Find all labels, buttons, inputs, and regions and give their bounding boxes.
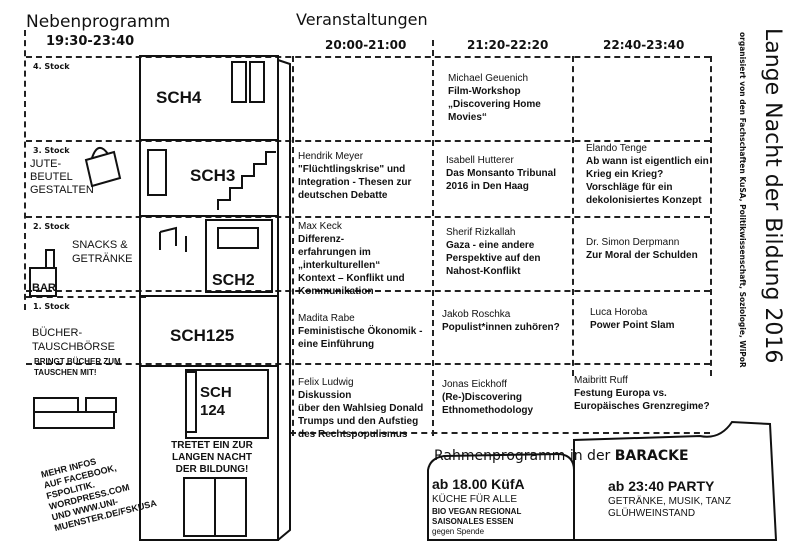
room-sch2: SCH2 <box>212 272 255 289</box>
welcome-text: TRETET EIN ZUR LANGEN NACHT DER BILDUNG! <box>171 440 253 475</box>
kufa-time: ab 18.00 KüfA <box>432 476 525 492</box>
event-r3c3 <box>586 142 709 207</box>
frame-heading <box>434 448 689 464</box>
event-r0c1 <box>298 376 423 441</box>
event-r0c3 <box>574 374 710 413</box>
event-title: Zur Moral der Schulden <box>586 250 698 261</box>
frame-heading-pre: Rahmenprogramm in der <box>434 448 615 464</box>
event-speaker: Hendrik Meyer <box>298 151 364 162</box>
event-banner-title: Lange Nacht der Bildung 2016 <box>760 28 785 364</box>
party-time: ab 23:40 PARTY <box>608 478 715 494</box>
kufa-sub1: KÜCHE FÜR ALLE <box>432 494 518 505</box>
event-r1c1 <box>298 312 422 351</box>
event-title: Diskussion über den Wahlsieg Donald Trumps und den Aufstieg des Rechtspopulismus <box>298 390 424 440</box>
event-speaker: Jakob Roschka <box>442 309 511 320</box>
slot-2: 21:20-22:20 <box>467 38 549 52</box>
event-r3c2 <box>446 154 556 193</box>
kufa-sub2: BIO VEGAN REGIONAL SAISONALES ESSEN <box>432 507 522 526</box>
room-sch125: SCH125 <box>170 326 235 345</box>
event-r1c2 <box>442 308 560 334</box>
events-title: Veranstaltungen <box>296 10 428 29</box>
books-title: BÜCHER- TAUSCHBÖRSE <box>32 327 115 353</box>
room-sch4: SCH4 <box>156 88 202 107</box>
event-title: Festung Europa vs. Europäisches Grenzregime? <box>574 388 710 412</box>
event-title: Das Monsanto Tribunal 2016 in Den Haag <box>446 168 557 192</box>
event-title: Gaza - eine andere Perspektive auf den Nahost-Konflikt <box>446 240 541 277</box>
bar-text: BAR <box>32 282 56 294</box>
event-speaker: Max Keck <box>298 221 342 232</box>
side-program-time: 19:30-23:40 <box>46 34 135 49</box>
kufa-sub3: gegen Spende <box>432 527 485 536</box>
event-r3c1 <box>298 150 411 202</box>
floor-2-label: 2. Stock <box>33 222 70 231</box>
floor-1-label: 1. Stock <box>33 302 70 311</box>
event-speaker: Felix Ludwig <box>298 377 354 388</box>
event-speaker: Madita Rabe <box>298 313 355 324</box>
event-title: Ab wann ist eigentlich ein Krieg ein Krieg? Vorschläge für ein dekolonisiertes Konzept <box>586 156 709 206</box>
event-title: (Re-)Discovering Ethnomethodology <box>442 392 534 416</box>
snacks-text: SNACKS & GETRÄNKE <box>72 239 133 265</box>
event-speaker: Isabell Hutterer <box>446 155 514 166</box>
jute-bag-text: JUTE- BEUTEL GESTALTEN <box>30 158 94 196</box>
event-r2c2 <box>446 226 540 278</box>
event-speaker: Sherif Rizkallah <box>446 227 516 238</box>
event-r1c3 <box>590 306 674 332</box>
event-speaker: Dr. Simon Derpmann <box>586 237 680 248</box>
event-title: Feministische Ökonomik - eine Einführung <box>298 326 423 350</box>
event-speaker: Maibritt Ruff <box>574 375 628 386</box>
frame-heading-bold: BARACKE <box>614 448 689 464</box>
event-speaker: Luca Horoba <box>590 307 648 318</box>
room-sch124: SCH 124 <box>200 384 232 419</box>
event-title: Differenz- erfahrungen im „interkulturellen“ Kontext – Konflikt und Kommunikation <box>298 234 405 297</box>
event-title: Populist*innen zuhören? <box>442 322 560 333</box>
more-info-text: MEHR INFOS AUF FACEBOOK, FSPOLITIK. WORDPRESS.COM UND WWW.UNI- MUENSTER.DE/FSKUSA <box>40 456 158 534</box>
party-sub: GETRÄNKE, MUSIK, TANZ GLÜHWEINSTAND <box>608 496 731 519</box>
side-program-title: Nebenprogramm <box>26 12 171 32</box>
event-title: Film-Workshop „Discovering Home Movies“ <box>448 86 541 123</box>
books-subtitle: BRINGT BÜCHER ZUM TAUSCHEN MIT! <box>34 357 121 377</box>
floor-4-label: 4. Stock <box>33 62 70 71</box>
slot-1: 20:00-21:00 <box>325 38 407 52</box>
slot-3: 22:40-23:40 <box>603 38 685 52</box>
event-speaker: Michael Geuenich <box>448 73 529 84</box>
room-sch3: SCH3 <box>190 166 236 185</box>
event-speaker: Jonas Eickhoff <box>442 379 507 390</box>
floor-3-label: 3. Stock <box>33 146 70 155</box>
event-r2c3 <box>586 236 698 262</box>
event-title: "Flüchtlingskrise" und Integration - Thesen zur deutschen Debatte <box>298 164 412 201</box>
event-r4c2 <box>448 72 541 124</box>
event-r0c2 <box>442 378 533 417</box>
event-r2c1 <box>298 220 405 298</box>
organizers-text: organisiert von den Fachschaften KuSA, Politikwissenschaft, Soziologie, WiPoR <box>738 32 747 368</box>
event-speaker: Elando Tenge <box>586 143 647 154</box>
event-title: Power Point Slam <box>590 320 675 331</box>
